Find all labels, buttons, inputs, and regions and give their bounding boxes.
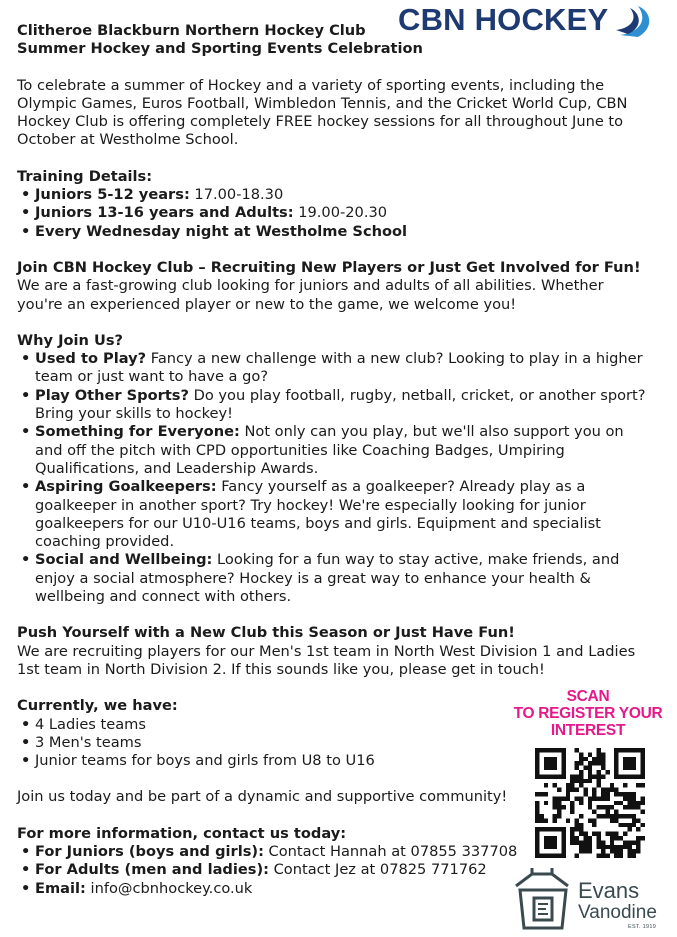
scan-line: TO REGISTER YOUR bbox=[513, 705, 663, 722]
list-item: • Something for Everyone: Not only can you play, but we'll also support you on and off the pitch with CPD opportunities like Coaching Badges, Umpiring Qualifications, and Leadership Awards. bbox=[35, 423, 653, 478]
sponsor-est: EST. 1919 bbox=[628, 924, 657, 930]
list-item[interactable]: • Email: info@cbnhockey.co.uk bbox=[35, 880, 530, 898]
sponsor-name-1: Evans bbox=[578, 878, 640, 903]
closing-line: Join us today and be part of a dynamic and supportive community! bbox=[17, 788, 508, 806]
currently-heading: Currently, we have: bbox=[17, 697, 178, 715]
list-item: • Junior teams for boys and girls from U8 to U16 bbox=[35, 752, 530, 770]
why-heading: Why Join Us? bbox=[17, 331, 124, 349]
evans-vanodine-icon bbox=[512, 868, 574, 934]
join-paragraph: We are a fast-growing club looking for juniors and adults of all abilities. Whether you're an experienced player or new to the game, we welcome you! bbox=[17, 277, 604, 313]
training-heading: Training Details: bbox=[17, 167, 153, 185]
qr-code-icon[interactable] bbox=[535, 748, 645, 858]
intro-paragraph: To celebrate a summer of Hockey and a variety of sporting events, including the Olympic Games, Euros Football, Wimbledon Tennis, and the Cricket World Cup, CBN Hockey Club is offering completely FREE hockey sessions for all throughout June to October at Westholme School. bbox=[17, 76, 628, 149]
list-item: • Used to Play? Fancy a new challenge with a new club? Looking to play in a higher team or just want to have a go? bbox=[35, 350, 653, 387]
why-list bbox=[17, 350, 653, 606]
contact-list bbox=[17, 843, 530, 898]
list-item: • Aspiring Goalkeepers: Fancy yourself as a goalkeeper? Already play as a goalkeeper in another sport? Try hockey! We're especially looking for junior goalkeepers for our U10-U16 teams, boys and girls. Equipment and specialist coaching provided. bbox=[35, 478, 653, 551]
training-list bbox=[17, 186, 653, 241]
push-paragraph: We are recruiting players for our Men's 1st team in North West Division 1 and Ladies 1st team in North Division 2. If this sounds like you, please get in touch! bbox=[17, 642, 636, 678]
scan-line: SCAN bbox=[566, 688, 610, 705]
scan-line: INTEREST bbox=[550, 722, 626, 739]
push-heading: Push Yourself with a New Club this Season or Just Have Fun! bbox=[17, 624, 515, 642]
sponsor-logo bbox=[512, 868, 672, 934]
list-item: • 3 Men's teams bbox=[35, 734, 530, 752]
scan-callout bbox=[505, 688, 671, 739]
teams-list bbox=[17, 716, 530, 771]
list-item: • Play Other Sports? Do you play football, rugby, netball, cricket, or another sport? Bring your skills to hockey! bbox=[35, 387, 653, 424]
list-item: • For Juniors (boys and girls): Contact Hannah at 07855 337708 bbox=[35, 843, 530, 861]
list-item: • Juniors 13-16 years and Adults: 19.00-20.30 bbox=[35, 204, 653, 222]
list-item: • Juniors 5-12 years: 17.00-18.30 bbox=[35, 186, 653, 204]
club-name: Clitheroe Blackburn Northern Hockey Club bbox=[17, 22, 366, 39]
contact-heading: For more information, contact us today: bbox=[17, 824, 347, 842]
list-item: • For Adults (men and ladies): Contact Jez at 07825 771762 bbox=[35, 861, 530, 879]
email-link[interactable]: info@cbnhockey.co.uk bbox=[85, 879, 253, 897]
sponsor-name-2: Vanodine bbox=[578, 902, 657, 923]
list-item: • Social and Wellbeing: Looking for a fun way to stay active, make friends, and enjoy a social atmosphere? Hockey is a great way to enhance your health & wellbeing and connect with others. bbox=[35, 551, 653, 606]
list-item: • Every Wednesday night at Westholme School bbox=[35, 223, 653, 241]
event-title: Summer Hockey and Sporting Events Celebration bbox=[17, 40, 423, 58]
list-item: • 4 Ladies teams bbox=[35, 716, 530, 734]
logo-text: CBN HOCKEY bbox=[398, 2, 609, 37]
join-heading: Join CBN Hockey Club – Recruiting New Players or Just Get Involved for Fun! bbox=[17, 258, 641, 276]
